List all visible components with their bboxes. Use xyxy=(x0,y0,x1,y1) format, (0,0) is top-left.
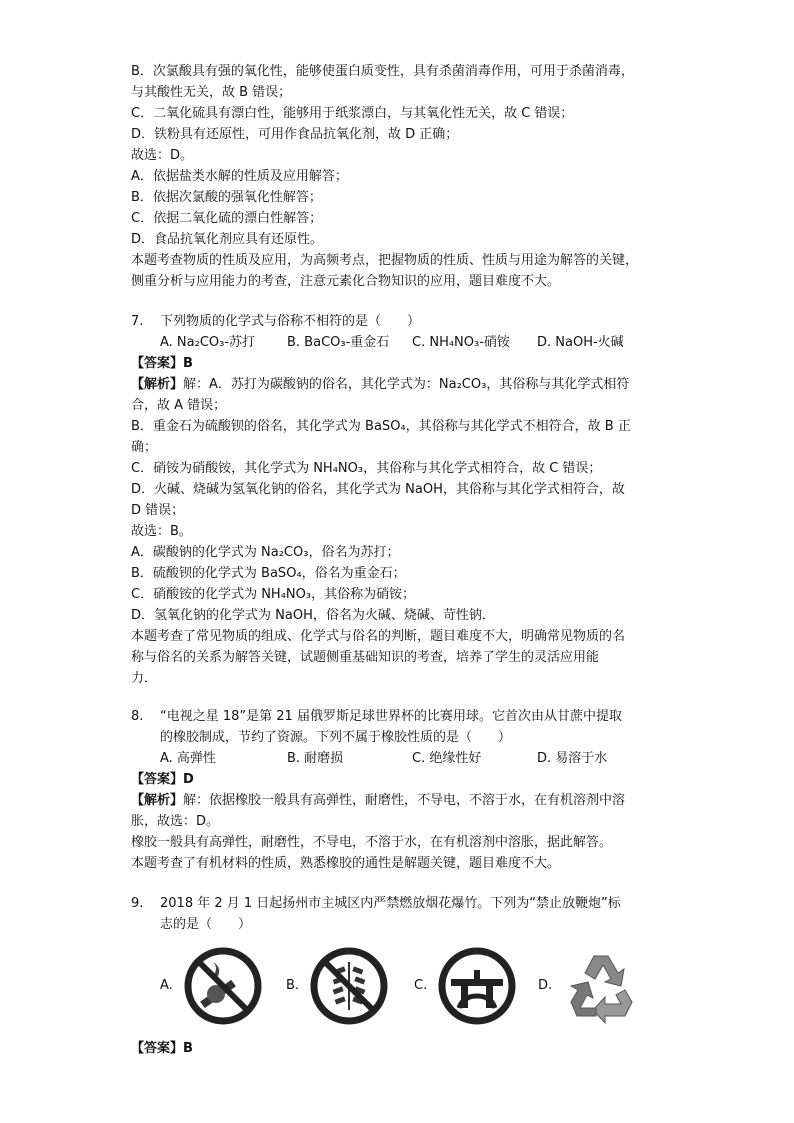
text-line: C．硝铵为硝酸铵，其化学式为 NH₄NO₃，其俗称与其化学式相符合，故 C 错误； xyxy=(131,461,602,476)
answer-line xyxy=(131,354,193,374)
option-c: C. xyxy=(414,978,428,993)
text-line: D．氢氧化钠的化学式为 NaOH，俗名为火碱、烧碱、苛性钠． xyxy=(131,608,495,623)
text-line: 本题考查物质的性质及应用，为高频考点，把握物质的性质、性质与用途为解答的关键， xyxy=(131,253,639,268)
option-d: D. 易溶于水 xyxy=(537,751,608,766)
answer-label: 【答案】 xyxy=(131,772,184,787)
option-a: A. 高弹性 xyxy=(160,751,216,766)
analysis-line xyxy=(131,375,629,395)
text-line: 力． xyxy=(131,671,158,686)
text-line: C．依据二氧化硫的漂白性解答； xyxy=(131,211,323,226)
option-c: C. NH₄NO₃-硝铵 xyxy=(412,335,510,350)
text-line: B．硫酸钡的化学式为 BaSO₄，俗名为重金石； xyxy=(131,566,406,581)
no-smoking-icon xyxy=(183,946,263,1026)
text-line: D．食品抗氧化剂应具有还原性。 xyxy=(131,232,324,247)
option-b: B. BaCO₃-重金石 xyxy=(287,335,390,350)
text-line: 故选：B。 xyxy=(131,524,192,539)
option-b: B. 耐磨损 xyxy=(287,751,344,766)
text-line: 与其酸性无关，故 B 错误； xyxy=(131,85,292,100)
option-d: D. xyxy=(538,978,553,993)
answer-value: D xyxy=(183,772,194,787)
text-line: B．依据次氯酸的强氧化性解答； xyxy=(131,190,322,205)
text-line: 胀，故选：D。 xyxy=(131,814,220,829)
question-number: 9. xyxy=(131,896,144,911)
text-line: C．硝酸铵的化学式为 NH₄NO₃，其俗称为硝铵； xyxy=(131,587,416,602)
question-stem: “电视之星 18”是第 21 届俄罗斯足球世界杯的比赛用球。它首次由从甘蔗中提取 xyxy=(160,709,622,724)
text-line: A．碳酸钠的化学式为 Na₂CO₃，俗名为苏打； xyxy=(131,545,400,560)
answer-line xyxy=(131,770,194,790)
text-line: D．铁粉具有还原性，可用作食品抗氧化剂，故 D 正确； xyxy=(131,127,459,142)
text-line: 橡胶一般具有高弹性，耐磨性，不导电，不溶于水，在有机溶剂中溶胀，据此解答。 xyxy=(131,835,613,850)
text-line: 故选：D。 xyxy=(131,148,194,163)
answer-value: B xyxy=(183,1041,193,1056)
question-stem: 下列物质的化学式与俗称不相符的是（ ） xyxy=(160,314,421,329)
question-stem: 2018 年 2 月 1 日起扬州市主城区内严禁燃放烟花爆竹。下列为“禁止放鞭炮”标 xyxy=(160,896,621,911)
text-line: D 错误； xyxy=(131,503,185,518)
water-saving-icon xyxy=(437,946,517,1026)
text-line: B．次氯酸具有强的氧化性，能够使蛋白质变性，具有杀菌消毒作用，可用于杀菌消毒， xyxy=(131,64,634,79)
no-firecrackers-icon xyxy=(309,946,389,1026)
question-stem: 志的是（ ） xyxy=(160,917,252,932)
option-a: A. Na₂CO₃-苏打 xyxy=(160,335,256,350)
analysis-line xyxy=(131,791,625,811)
text-line: 称与俗名的关系为解答关键，试题侧重基础知识的考查，培养了学生的灵活应用能 xyxy=(131,650,600,665)
text-line: B．重金石为硫酸钡的俗名，其化学式为 BaSO₄，其俗称与其化学式不相符合，故 B 正 xyxy=(131,419,631,434)
answer-label: 【答案】 xyxy=(131,1041,184,1056)
option-c: C. 绝缘性好 xyxy=(412,751,482,766)
question-stem: 的橡胶制成，节约了资源。下列不属于橡胶性质的是（ ） xyxy=(160,730,512,745)
text-line: 合，故 A 错误； xyxy=(131,398,227,413)
answer-label: 【答案】 xyxy=(131,356,184,371)
analysis-text: 解：A．苏打为碳酸钠的俗名，其化学式为：Na₂CO₃，其俗称与其化学式相符 xyxy=(183,377,630,392)
text-line: 确； xyxy=(131,440,158,455)
text-line: 本题考查了有机材料的性质，熟悉橡胶的通性是解题关键，题目难度不大。 xyxy=(131,856,561,871)
question-number: 7. xyxy=(131,314,144,329)
recycle-icon xyxy=(561,946,641,1026)
answer-value: B xyxy=(183,356,193,371)
text-line: A．依据盐类水解的性质及应用解答； xyxy=(131,169,348,184)
analysis-label: 【解析】 xyxy=(131,793,184,808)
text-line: D．火碱、烧碱为氢氧化钠的俗名，其化学式为 NaOH，其俗称与其化学式相符合，故 xyxy=(131,482,625,497)
text-line: 本题考查了常见物质的组成、化学式与俗名的判断，题目难度不大，明确常见物质的名 xyxy=(131,629,626,644)
answer-line xyxy=(131,1039,193,1059)
option-a: A. xyxy=(160,978,173,993)
analysis-text: 解：依据橡胶一般具有高弹性，耐磨性，不导电，不溶于水，在有机溶剂中溶 xyxy=(183,793,626,808)
question-number: 8. xyxy=(131,709,144,724)
analysis-label: 【解析】 xyxy=(131,377,184,392)
option-d: D. NaOH-火碱 xyxy=(537,335,624,350)
option-b: B. xyxy=(286,978,300,993)
text-line: 侧重分析与应用能力的考查，注意元素化合物知识的应用，题目难度不大。 xyxy=(131,274,561,289)
text-line: C．二氧化硫具有漂白性，能够用于纸浆漂白，与其氧化性无关，故 C 错误； xyxy=(131,106,574,121)
